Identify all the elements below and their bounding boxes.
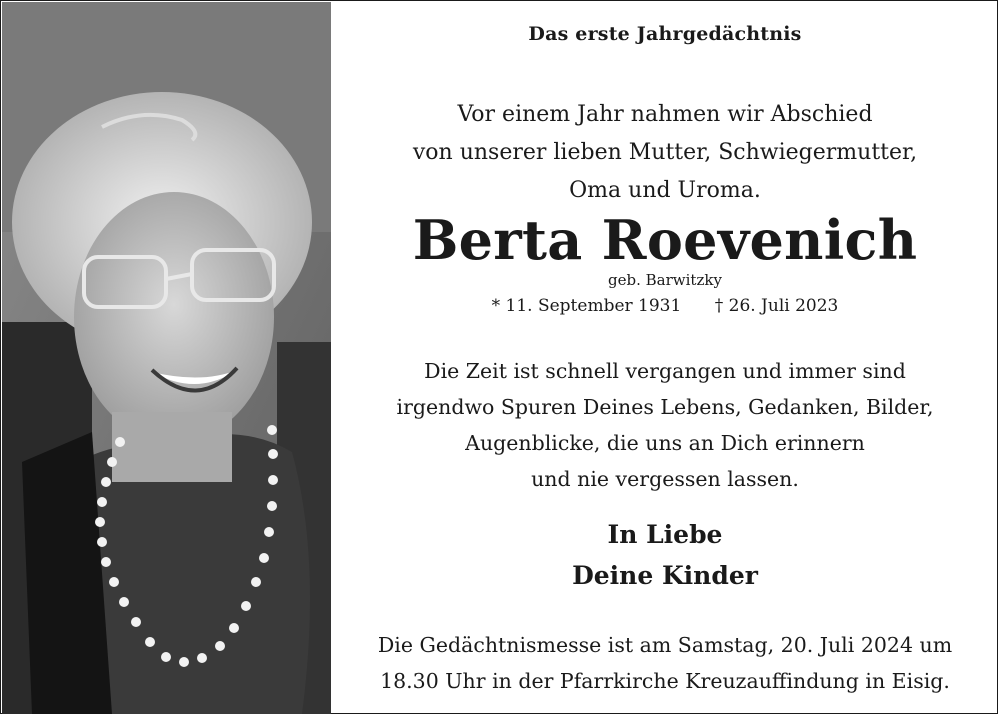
birth-date: * 11. September 1931 — [491, 296, 682, 316]
closing-line: In Liebe — [607, 520, 723, 549]
maiden-name: geb. Barwitzky — [608, 271, 722, 289]
tribute-line: Die Zeit ist schnell vergangen und immer sind — [424, 359, 906, 383]
intro-line: Oma und Uroma. — [569, 178, 761, 203]
closing-line: Deine Kinder — [572, 561, 758, 590]
tribute-line: Augenblicke, die uns an Dich erinnern — [465, 431, 865, 455]
portrait-photo — [2, 2, 331, 714]
tribute-text — [333, 353, 997, 497]
signature-block — [333, 514, 997, 596]
notice-line: 18.30 Uhr in der Pfarrkirche Kreuzauffindung in Eisig. — [380, 669, 950, 693]
notice-line: Die Gedächtnismesse ist am Samstag, 20. Juli 2024 um — [377, 633, 953, 657]
intro-line: Vor einem Jahr nahmen wir Abschied — [457, 102, 873, 127]
intro-text — [333, 96, 997, 210]
life-dates — [333, 296, 997, 316]
tribute-line: irgendwo Spuren Deines Lebens, Gedanken, Bilder, — [396, 395, 934, 419]
tribute-line: und nie vergessen lassen. — [531, 467, 799, 491]
mass-notice — [333, 627, 997, 699]
obituary-text — [333, 1, 997, 715]
anniversary-heading: Das erste Jahrgedächtnis — [528, 23, 802, 45]
death-date: † 26. Juli 2023 — [714, 296, 839, 316]
intro-line: von unserer lieben Mutter, Schwiegermutter, — [412, 140, 918, 165]
deceased-name: Berta Roevenich — [412, 208, 918, 272]
